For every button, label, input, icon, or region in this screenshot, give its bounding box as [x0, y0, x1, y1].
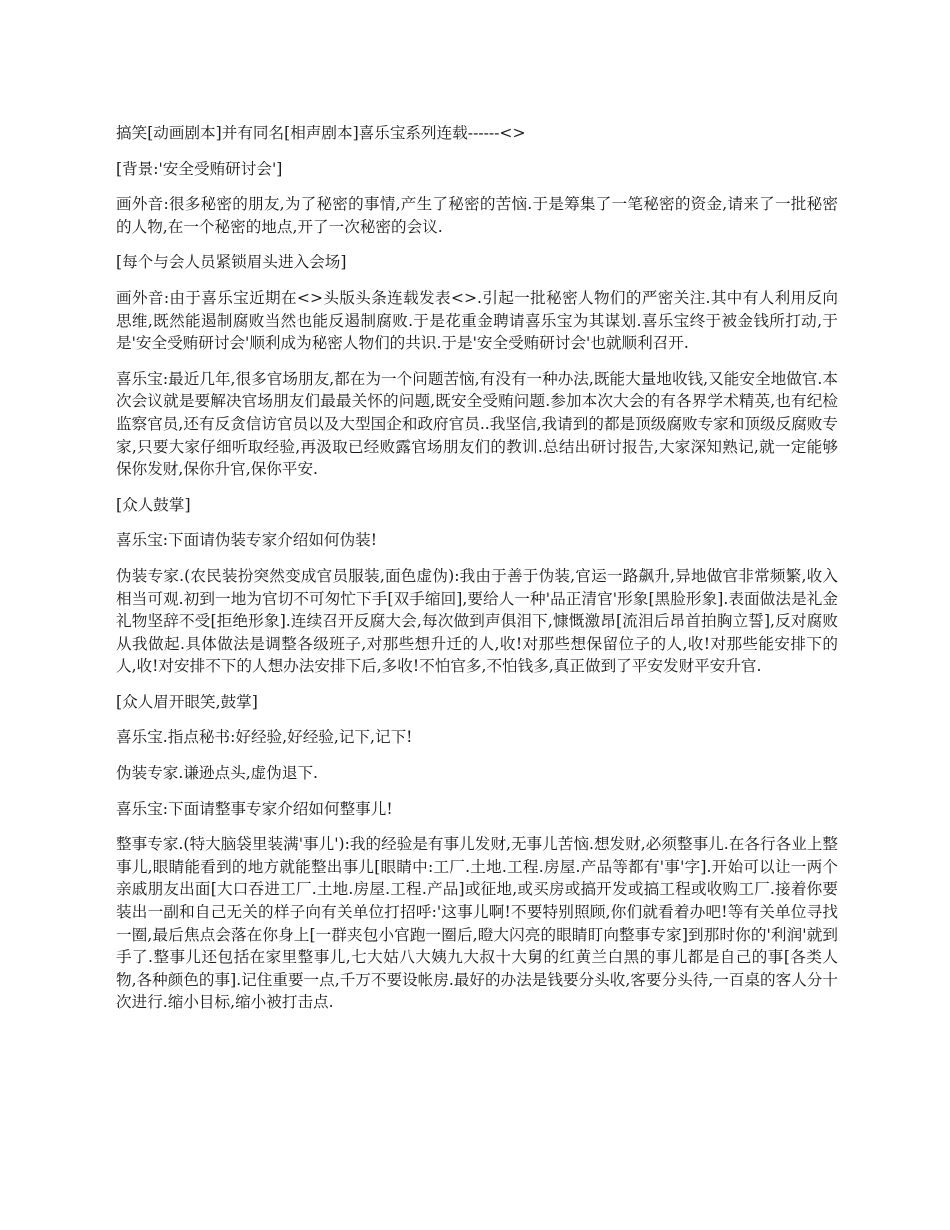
dialogue-paragraph: 整事专家.(特大脑袋里装满'事儿'):我的经验是有事儿发财,无事儿苦恼.想发财,必须整事儿.在各行各业上整事儿,眼睛能看到的地方就能整出事儿[眼睛中:工厂.土地.工程.房屋.产品等都有'事'字].开始可以让一两个亲戚朋友出面[大口吞进工厂.土地.房屋.工程.产品]或征地,或买房或搞开发或搞工程或收购工厂.接着你要装出一副和自己无关的样子向有关单位打招呼:'这事儿啊!不要特别照顾,你们就看着办吧!等有关单位寻找一圈,最后焦点会落在你身上[一群夹包小官跑一圈后,瞪大闪亮的眼睛盯向整事专家]到那时你的'利润'就到手了.整事儿还包括在家里整事儿,七大姑八大姨九大叔十大舅的红黄兰白黑的事儿都是自己的事[各类人物,各种颜色的事].记住重要一点,千万不要设帐房.最好的办法是钱要分头收,客要分头待,一百桌的客人分十次进行.缩小目标,缩小被打击点. — [116, 835, 838, 1012]
stage-direction: [众人眉开眼笑,鼓掌] — [116, 692, 258, 711]
narration-paragraph: 画外音:很多秘密的朋友,为了秘密的事情,产生了秘密的苦恼.于是筹集了一笔秘密的资金,请来了一批秘密的人物,在一个秘密的地点,开了一次秘密的会议. — [116, 195, 838, 236]
dialogue-paragraph: 喜乐宝:最近几年,很多官场朋友,都在为一个问题苦恼,有没有一种办法,既能大量地收钱,又能安全地做官.本次会议就是要解决官场朋友们最最关怀的问题,既安全受贿问题.参加本次大会的有各界学术精英,也有纪检监察官员,还有反贪信访官员以及大型国企和政府官员..我坚信,我请到的都是顶级腐败专家和顶级反腐败专家,只要大家仔细听取经验,再汲取已经败露官场朋友们的教训.总结出研讨报告,大家深知熟记,就一定能够保你发财,保你升官,保你平安. — [116, 369, 838, 479]
document-body — [116, 122, 838, 1027]
dialogue-paragraph: 伪装专家.(农民装扮突然变成官员服装,面色虚伪):我由于善于伪装,官运一路飙升,异地做官非常频繁,收入相当可观.初到一地为官切不可匆忙下手[双手缩回],要给人一种'品正清官'形象[黑脸形象].表面做法是礼金礼物坚辞不受[拒绝形象].连续召开反腐大会,每次做到声俱泪下,慷慨激昂[流泪后昂首拍胸立誓],反对腐败从我做起.具体做法是调整各级班子,对那些想升迁的人,收!对那些想保留位子的人,收!对那些能安排下的人,收!对安排不下的人想办法安排下后,多收!不怕官多,不怕钱多,真正做到了平安发财平安升官. — [116, 566, 838, 676]
dialogue-paragraph: 喜乐宝:下面请伪装专家介绍如何伪装! — [116, 531, 378, 550]
scene-background: [背景:'安全受贿研讨会'] — [116, 159, 283, 178]
dialogue-paragraph: 伪装专家.谦逊点头,虚伪退下. — [116, 764, 318, 783]
stage-direction: [每个与会人员紧锁眉头进入会场] — [116, 253, 347, 272]
dialogue-paragraph: 喜乐宝:下面请整事专家介绍如何整事儿! — [116, 799, 393, 818]
dialogue-paragraph: 喜乐宝.指点秘书:好经验,好经验,记下,记下! — [116, 728, 413, 747]
document-title: 搞笑[动画剧本]并有同名[相声剧本]喜乐宝系列连载------<> — [116, 124, 526, 142]
narration-paragraph: 画外音:由于喜乐宝近期在<>头版头条连载发表<>.引起一批秘密人物们的严密关注.其中有人利用反向思维,既然能遏制腐败当然也能反遏制腐败.于是花重金聘请喜乐宝为其谋划.喜乐宝终于被金钱所打动,于是'安全受贿研讨会'顺利成为秘密人物们的共识.于是'安全受贿研讨会'也就顺利召开. — [116, 288, 838, 353]
stage-direction: [众人鼓掌] — [116, 495, 191, 514]
